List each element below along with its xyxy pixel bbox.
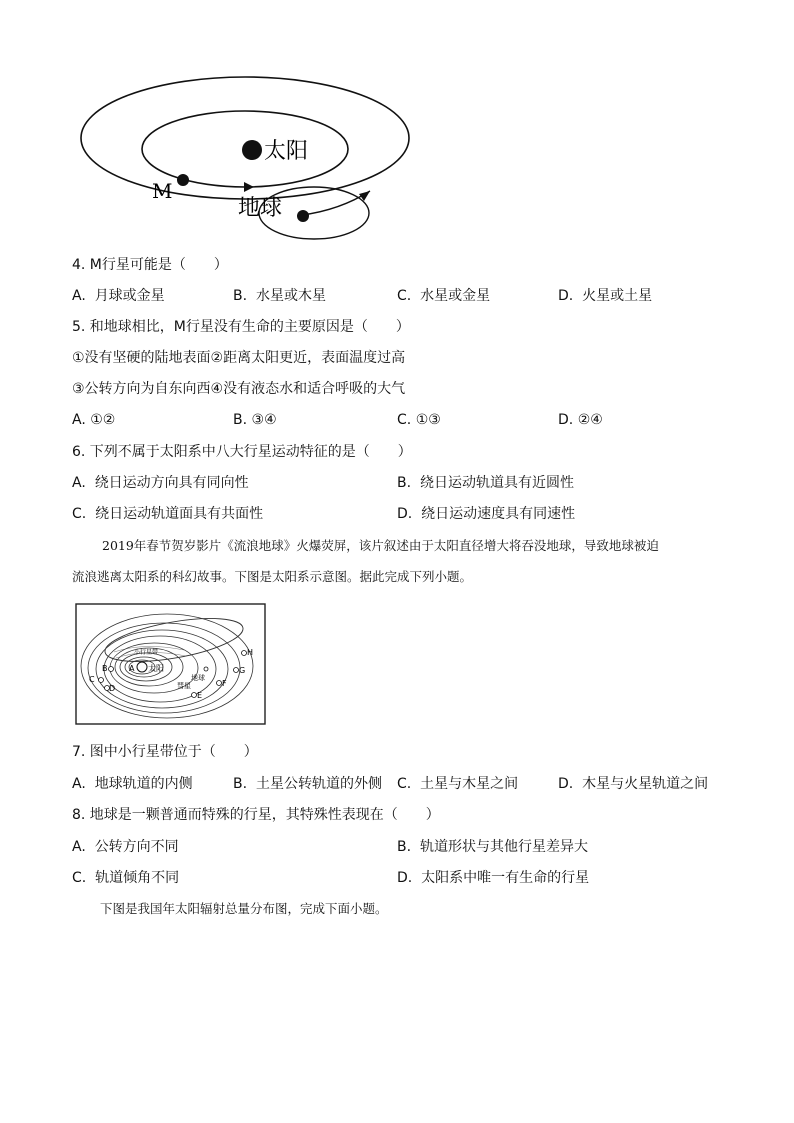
- sun-label: 太阳: [148, 664, 164, 673]
- option-letter: B.: [397, 475, 412, 491]
- letter-c: C: [89, 675, 95, 684]
- question-8-option-c[interactable]: [72, 869, 179, 887]
- option-letter: A.: [72, 839, 86, 855]
- option-text: ①②: [90, 412, 116, 428]
- earth-dot: [297, 210, 309, 222]
- question-6-stem: 6. 下列不属于太阳系中八大行星运动特征的是（ ）: [72, 444, 412, 460]
- question-4-option-b[interactable]: [233, 287, 326, 305]
- option-letter: C.: [72, 870, 87, 886]
- figure-solar-system: [74, 602, 268, 726]
- figure-orbits: [70, 70, 420, 245]
- passage-1-line-1: 2019年春节贺岁影片《流浪地球》火爆荧屏，该片叙述由于太阳直径增大将吞没地球，导致地球被迫: [102, 538, 659, 553]
- question-6-option-b[interactable]: [397, 474, 574, 492]
- question-4-stem: 4. M行星可能是（ ）: [72, 257, 228, 273]
- option-letter: B.: [397, 839, 412, 855]
- option-text: 火星或土星: [582, 288, 653, 304]
- letter-g: G: [239, 666, 246, 675]
- question-8-stem: 8. 地球是一颗普通而特殊的行星，其特殊性表现在（ ）: [72, 807, 440, 823]
- option-letter: A.: [72, 776, 86, 792]
- question-4-option-d[interactable]: [558, 287, 652, 305]
- question-4-option-c[interactable]: [397, 287, 490, 305]
- option-text: 绕日运动轨道面具有共面性: [95, 506, 264, 522]
- option-text: 地球轨道的内侧: [94, 776, 193, 792]
- m-planet-dot: [177, 174, 189, 186]
- option-text: ③④: [251, 412, 277, 428]
- option-text: 土星与木星之间: [420, 776, 519, 792]
- question-6-option-d[interactable]: [397, 505, 575, 523]
- question-8-option-b[interactable]: [397, 838, 588, 856]
- question-6-option-c[interactable]: [72, 505, 263, 523]
- question-8-option-d[interactable]: [397, 869, 589, 887]
- outer-orbit: [81, 77, 409, 199]
- option-text: 木星与火星轨道之间: [582, 776, 709, 792]
- question-7-option-c[interactable]: [397, 775, 518, 793]
- option-letter: C.: [397, 412, 412, 428]
- option-letter: D.: [558, 288, 574, 304]
- option-letter: C.: [397, 776, 412, 792]
- question-5-option-a[interactable]: [72, 411, 115, 429]
- option-letter: B.: [233, 288, 248, 304]
- option-text: 轨道倾角不同: [95, 870, 180, 886]
- passage-2-line-1: 下图是我国年太阳辐射总量分布图，完成下面小题。: [100, 901, 388, 916]
- option-letter: B.: [233, 412, 248, 428]
- passage-1-line-2: 流浪逃离太阳系的科幻故事。下图是太阳系示意图。据此完成下列小题。: [72, 569, 473, 584]
- option-letter: D.: [558, 412, 574, 428]
- letter-e: E: [197, 691, 203, 700]
- sun-label: 太阳: [264, 139, 309, 164]
- option-letter: C.: [72, 506, 87, 522]
- question-7-option-a[interactable]: [72, 775, 193, 793]
- asteroid-belt-label: 小行星带: [134, 649, 159, 656]
- question-8-option-a[interactable]: [72, 838, 179, 856]
- a-label: A: [129, 664, 135, 673]
- letter-h: H: [247, 648, 254, 657]
- option-letter: D.: [558, 776, 574, 792]
- option-text: 水星或金星: [420, 288, 491, 304]
- question-5-option-d[interactable]: [558, 411, 603, 429]
- option-text: 绕日运动轨道具有近圆性: [419, 475, 574, 491]
- sun-dot: [242, 140, 262, 160]
- option-letter: B.: [233, 776, 248, 792]
- question-5-statement-line-1: ①没有坚硬的陆地表面②距离太阳更近，表面温度过高: [72, 350, 406, 366]
- question-5-stem: 5. 和地球相比，M行星没有生命的主要原因是（ ）: [72, 319, 410, 335]
- option-text: 月球或金星: [94, 288, 165, 304]
- question-5-option-c[interactable]: [397, 411, 441, 429]
- letter-f: F: [222, 679, 227, 688]
- option-letter: D.: [397, 506, 413, 522]
- question-5-statement-line-2: ③公转方向为自东向西④没有液态水和适合呼吸的大气: [72, 381, 406, 397]
- option-text: 土星公转轨道的外侧: [255, 776, 382, 792]
- inner-orbit-arrowhead: [244, 182, 254, 192]
- option-letter: C.: [397, 288, 412, 304]
- option-letter: D.: [397, 870, 413, 886]
- option-text: ②④: [577, 412, 603, 428]
- option-text: 水星或木星: [255, 288, 326, 304]
- question-4-option-a[interactable]: [72, 287, 165, 305]
- option-text: ①③: [415, 412, 441, 428]
- question-7-option-d[interactable]: [558, 775, 708, 793]
- option-letter: A.: [72, 288, 86, 304]
- question-6-option-a[interactable]: [72, 474, 249, 492]
- option-letter: A.: [72, 412, 86, 428]
- option-letter: A.: [72, 475, 86, 491]
- option-text: 太阳系中唯一有生命的行星: [421, 870, 590, 886]
- comet-label: 彗星: [177, 682, 191, 690]
- question-5-option-b[interactable]: [233, 411, 277, 429]
- earth-label: 地球: [191, 674, 205, 682]
- option-text: 轨道形状与其他行星差异大: [419, 839, 588, 855]
- option-text: 公转方向不同: [94, 839, 179, 855]
- m-planet-label: M: [152, 179, 173, 203]
- option-text: 绕日运动方向具有同向性: [94, 475, 249, 491]
- earth-label: 地球: [238, 196, 283, 221]
- option-text: 绕日运动速度具有同速性: [421, 506, 576, 522]
- letter-d: D: [109, 684, 116, 693]
- question-7-option-b[interactable]: [233, 775, 382, 793]
- letter-b: B: [102, 664, 108, 673]
- question-7-stem: 7. 图中小行星带位于（ ）: [72, 744, 258, 760]
